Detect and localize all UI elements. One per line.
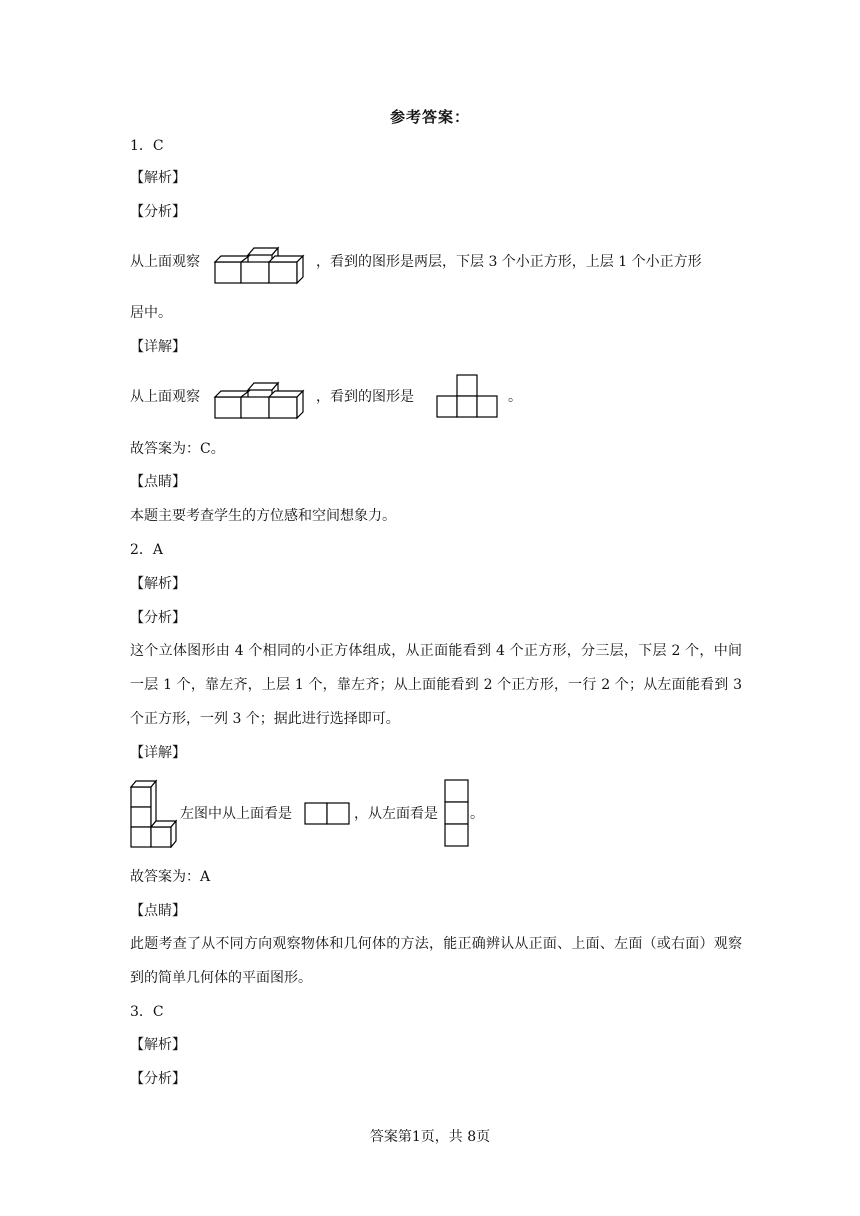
q3-jiexi-heading: 【解析】 [130, 1037, 186, 1053]
q3-fenxi-heading: 【分析】 [130, 1071, 186, 1087]
q2-jiexi-heading: 【解析】 [130, 576, 186, 592]
q1-comment: 本题主要考查学生的方位感和空间想象力。 [130, 508, 396, 524]
cube-stack-figure-2 [212, 380, 308, 420]
q2-answer: 故答案为：A [130, 869, 211, 885]
q2-dianjing-heading: 【点睛】 [130, 903, 186, 919]
q1-detail-mid: ，看到的图形是 [316, 389, 414, 405]
page-footer: 答案第1页，共 8页 [369, 1129, 491, 1145]
cube-stack-figure-1 [212, 245, 308, 285]
page-title: 参考答案： [389, 108, 470, 126]
q1-detail-prefix: 从上面观察 [130, 389, 200, 405]
q2-number: 2．A [130, 542, 164, 558]
q1-analysis-prefix: 从上面观察 [130, 254, 200, 270]
q2-detail-b: ，从左面看是 [354, 806, 438, 822]
q1-dianjing-heading: 【点睛】 [130, 474, 186, 490]
q1-number: 1．C [130, 138, 164, 154]
q1-fenxi-heading: 【分析】 [130, 204, 186, 220]
q1-analysis-cont: 居中。 [130, 305, 172, 321]
q2-top-view-figure [304, 802, 350, 826]
q2-left-view-figure [444, 779, 470, 847]
q2-detail-a: 左图中从上面看是 [180, 806, 292, 822]
q1-detail-end: 。 [508, 389, 522, 405]
q2-fenxi-heading: 【分析】 [130, 610, 186, 626]
l-shape-cube-figure [128, 778, 180, 848]
q2-comment: 此题考查了从不同方向观察物体和几何体的方法，能正确辨认从正面、上面、左面（或右面）观察到的简单几何体的平面图形。 [130, 936, 742, 986]
top-view-figure [436, 374, 502, 418]
q1-jiexi-heading: 【解析】 [130, 170, 186, 186]
q1-xiangjie-heading: 【详解】 [130, 339, 186, 355]
q1-answer: 故答案为：C。 [130, 441, 225, 457]
q2-analysis: 这个立体图形由 4 个相同的小正方体组成，从正面能看到 4 个正方形，分三层，下层 2 个，中间一层 1 个，靠左齐，上层 1 个，靠左齐；从上面能看到 2 个正方形，一行 2 个；从左面能看到 3 个正方形，一列 3 个；据此进行选择即可。 [130, 643, 742, 727]
q1-analysis-suffix: ，看到的图形是两层，下层 3 个小正方形，上层 1 个小正方形 [316, 254, 702, 270]
q2-xiangjie-heading: 【详解】 [130, 745, 186, 761]
q3-number: 3．C [130, 1004, 164, 1020]
q2-detail-end: 。 [470, 806, 484, 822]
